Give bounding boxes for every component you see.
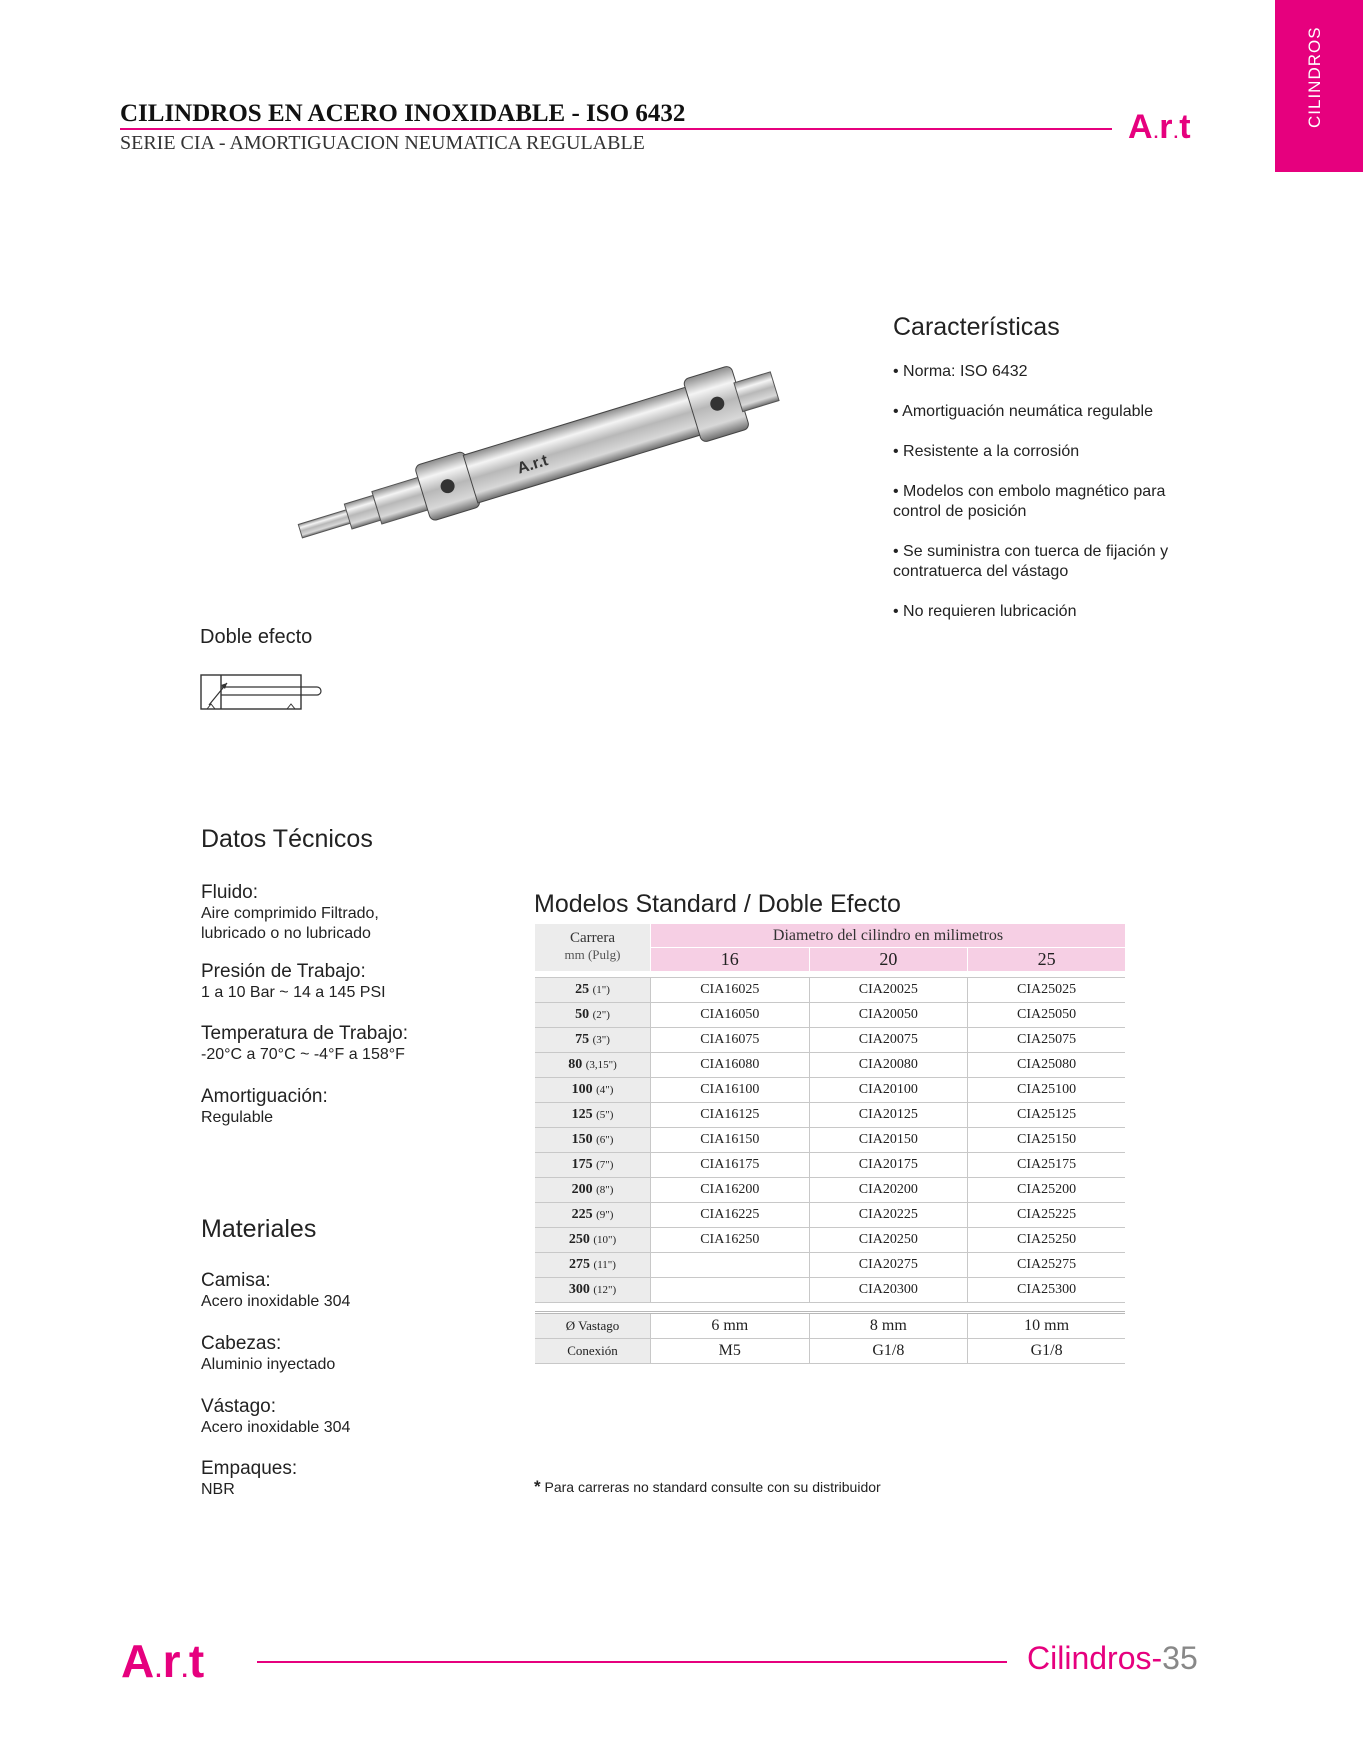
model-code-cell: CIA20175	[809, 1153, 968, 1178]
table-row	[535, 1278, 1125, 1303]
model-code-cell: CIA25225	[968, 1203, 1125, 1228]
model-code-cell: CIA20025	[809, 978, 968, 1003]
page-number: Cilindros-35	[1027, 1640, 1198, 1676]
materials-heading: Materiales	[201, 1215, 317, 1243]
model-code-cell: CIA25200	[968, 1178, 1125, 1203]
stroke-cell: 300 (12")	[535, 1278, 651, 1303]
table-row	[535, 1003, 1125, 1028]
spec-value-cell: G1/8	[809, 1339, 968, 1364]
table-row	[535, 1128, 1125, 1153]
field-value: Acero inoxidable 304	[201, 1293, 351, 1310]
footer-rule	[257, 1661, 1007, 1663]
model-code-cell: CIA25250	[968, 1228, 1125, 1253]
field-label: Empaques:	[201, 1458, 298, 1479]
stroke-cell: 275 (11")	[535, 1253, 651, 1278]
symbol-label: Doble efecto	[200, 626, 313, 648]
stroke-cell: 75 (3")	[535, 1028, 651, 1053]
field-label: Temperatura de Trabajo:	[201, 1023, 409, 1044]
field-label: Presión de Trabajo:	[201, 961, 366, 982]
models-table	[535, 924, 1125, 1364]
side-tab	[1275, 0, 1363, 172]
stroke-cell: 80 (3,15")	[535, 1053, 651, 1078]
page-subtitle: SERIE CIA - AMORTIGUACION NEUMATICA REGULABLE	[120, 132, 645, 154]
table-row	[535, 1053, 1125, 1078]
model-code-cell: CIA25050	[968, 1003, 1125, 1028]
table-row	[535, 1103, 1125, 1128]
table-row	[535, 978, 1125, 1003]
vastago-row	[535, 1313, 1125, 1339]
feature-item: • Norma: ISO 6432	[893, 363, 1028, 380]
product-photo	[290, 355, 790, 565]
model-code-cell: CIA16125	[651, 1103, 810, 1128]
spec-value-cell: 6 mm	[651, 1313, 810, 1339]
stroke-cell: 50 (2")	[535, 1003, 651, 1028]
stroke-cell: 200 (8")	[535, 1178, 651, 1203]
carrera-header: Carrera mm (Pulg)	[535, 924, 651, 971]
stroke-cell: 25 (1")	[535, 978, 651, 1003]
material-field-vastago	[201, 1396, 350, 1438]
field-value: Aire comprimido Filtrado, lubricado o no lubricado	[201, 905, 379, 942]
model-code-cell: CIA25025	[968, 978, 1125, 1003]
table-row	[535, 1178, 1125, 1203]
header-rule	[120, 128, 1112, 130]
model-code-cell	[651, 1253, 810, 1278]
field-label: Camisa:	[201, 1270, 271, 1291]
table-row	[535, 1153, 1125, 1178]
model-code-cell	[651, 1278, 810, 1303]
svg-text:A.r.t: A.r.t	[515, 452, 551, 478]
size-header: 20	[809, 948, 968, 972]
material-field-camisa	[201, 1270, 350, 1312]
table-row	[535, 1203, 1125, 1228]
stroke-cell: 175 (7")	[535, 1153, 651, 1178]
page-title: CILINDROS EN ACERO INOXIDABLE - ISO 6432	[120, 100, 686, 127]
feature-item: • Amortiguación neumática regulable	[893, 403, 1153, 420]
row-label: Conexión	[535, 1339, 651, 1364]
field-label: Amortiguación:	[201, 1086, 328, 1107]
field-label: Fluido:	[201, 882, 259, 903]
table-separator	[535, 1303, 1125, 1313]
model-code-cell: CIA16050	[651, 1003, 810, 1028]
tech-field-amortiguacion	[201, 1086, 328, 1128]
field-value: Aluminio inyectado	[201, 1356, 336, 1373]
stroke-cell: 150 (6")	[535, 1128, 651, 1153]
double-acting-symbol-icon	[199, 673, 329, 713]
feature-item: • No requieren lubricación	[893, 603, 1077, 620]
model-code-cell: CIA16025	[651, 978, 810, 1003]
spec-value-cell: 10 mm	[968, 1313, 1125, 1339]
model-code-cell: CIA16080	[651, 1053, 810, 1078]
model-code-cell: CIA20300	[809, 1278, 968, 1303]
tech-heading: Datos Técnicos	[201, 825, 373, 853]
conexion-row	[535, 1339, 1125, 1364]
tech-field-fluido	[201, 882, 379, 944]
model-code-cell: CIA25150	[968, 1128, 1125, 1153]
field-label: Cabezas:	[201, 1333, 282, 1354]
table-row	[535, 1078, 1125, 1103]
tech-field-temperatura	[201, 1023, 408, 1065]
stroke-cell: 225 (9")	[535, 1203, 651, 1228]
model-code-cell: CIA20225	[809, 1203, 968, 1228]
model-code-cell: CIA25100	[968, 1078, 1125, 1103]
model-code-cell: CIA20150	[809, 1128, 968, 1153]
feature-item: • Se suministra con tuerca de fijación y contratuerca del vástago	[893, 543, 1169, 580]
model-code-cell: CIA20275	[809, 1253, 968, 1278]
model-code-cell: CIA16075	[651, 1028, 810, 1053]
model-code-cell: CIA16100	[651, 1078, 810, 1103]
spec-value-cell: M5	[651, 1339, 810, 1364]
table-row	[535, 1028, 1125, 1053]
model-code-cell: CIA25080	[968, 1053, 1125, 1078]
field-value: Regulable	[201, 1109, 274, 1126]
field-value: 1 a 10 Bar ~ 14 a 145 PSI	[201, 984, 386, 1001]
model-code-cell: CIA16225	[651, 1203, 810, 1228]
model-code-cell: CIA16250	[651, 1228, 810, 1253]
material-field-cabezas	[201, 1333, 335, 1375]
row-label: Ø Vastago	[535, 1313, 651, 1339]
size-header: 25	[968, 948, 1125, 972]
footnote: * Para carreras no standard consulte con su distribuidor	[534, 1477, 881, 1496]
footer-logo: A.r.t	[121, 1635, 206, 1687]
model-code-cell: CIA20125	[809, 1103, 968, 1128]
field-value: NBR	[201, 1481, 235, 1498]
diameter-header: Diametro del cilindro en milimetros	[651, 924, 1126, 948]
model-code-cell: CIA20075	[809, 1028, 968, 1053]
stroke-cell: 250 (10")	[535, 1228, 651, 1253]
models-heading: Modelos Standard / Doble Efecto	[534, 890, 901, 918]
model-code-cell: CIA20080	[809, 1053, 968, 1078]
model-code-cell: CIA20250	[809, 1228, 968, 1253]
stroke-cell: 125 (5")	[535, 1103, 651, 1128]
field-value: -20°C a 70°C ~ -4°F a 158°F	[201, 1046, 405, 1063]
model-code-cell: CIA25175	[968, 1153, 1125, 1178]
tech-field-presion	[201, 961, 386, 1003]
model-code-cell: CIA25300	[968, 1278, 1125, 1303]
feature-item: • Modelos con embolo magnético para control de posición	[893, 483, 1166, 520]
side-tab-label: CILINDROS	[1305, 26, 1324, 128]
material-field-empaques	[201, 1458, 297, 1500]
spec-value-cell: G1/8	[968, 1339, 1125, 1364]
features-list	[893, 362, 1223, 642]
field-value: Acero inoxidable 304	[201, 1419, 351, 1436]
model-code-cell: CIA20100	[809, 1078, 968, 1103]
model-code-cell: CIA25125	[968, 1103, 1125, 1128]
model-code-cell: CIA25075	[968, 1028, 1125, 1053]
stroke-cell: 100 (4")	[535, 1078, 651, 1103]
brand-logo: A.r.t	[1128, 108, 1192, 146]
features-heading: Características	[893, 313, 1060, 341]
spec-value-cell: 8 mm	[809, 1313, 968, 1339]
model-code-cell: CIA16175	[651, 1153, 810, 1178]
model-code-cell: CIA16200	[651, 1178, 810, 1203]
size-header: 16	[651, 948, 810, 972]
table-row	[535, 1253, 1125, 1278]
table-row	[535, 1228, 1125, 1253]
model-code-cell: CIA25275	[968, 1253, 1125, 1278]
model-code-cell: CIA20050	[809, 1003, 968, 1028]
field-label: Vástago:	[201, 1396, 276, 1417]
model-code-cell: CIA16150	[651, 1128, 810, 1153]
model-code-cell: CIA20200	[809, 1178, 968, 1203]
feature-item: • Resistente a la corrosión	[893, 443, 1080, 460]
